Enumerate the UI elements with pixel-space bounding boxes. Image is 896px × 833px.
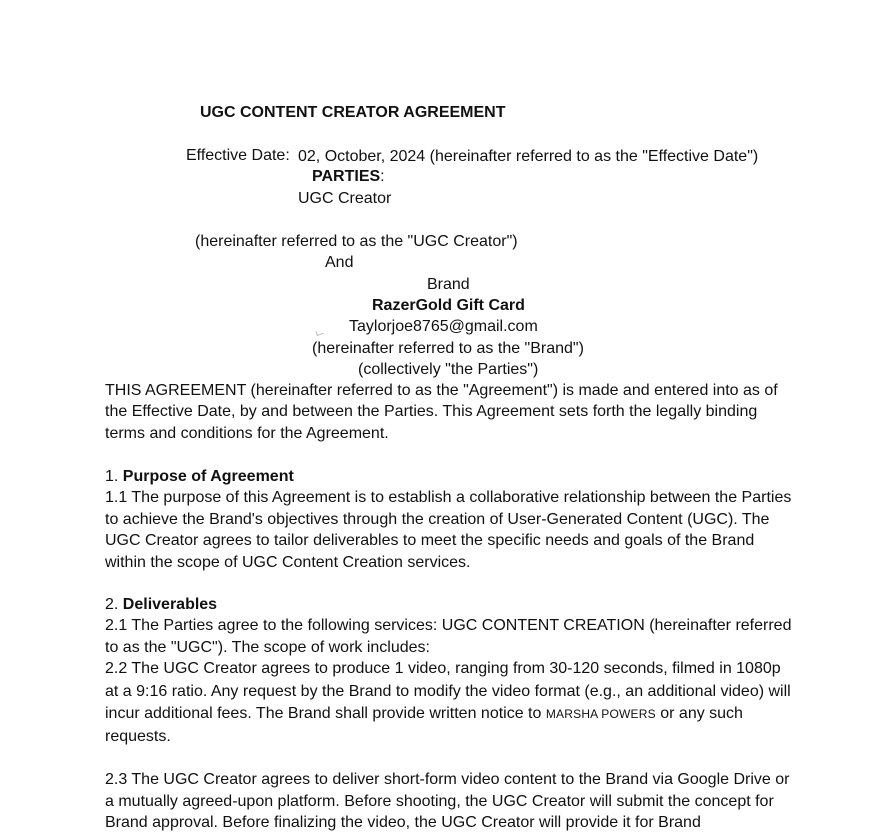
section-1-1: 1.1 The purpose of this Agreement is to establish a collaborative relationship between the Parties to achieve the Brand's objectives through the creation of User-Generated Content (UGC). The UGC Creator agrees to tailor deliverables to meet the specific needs and goals of the Brand within the scope of UGC Content Creation services.	[105, 489, 792, 571]
intro-paragraph	[105, 380, 795, 444]
brand-email: Taylorjoe8765@gmail.com	[349, 318, 538, 335]
and-text: And	[325, 254, 354, 271]
brand-label: Brand	[427, 276, 470, 293]
section-1	[105, 466, 795, 573]
section-2-number: 2.	[105, 596, 123, 613]
section-2-2-text-a: 2.2 The UGC Creator agrees to produce 1 video, ranging from 30-120 seconds, filmed in 1080p at a 9:16 ratio. Any request by the Brand to modify the video format (e.g., an additional video) will incur additional fees. The Brand shall provide written notice to	[105, 660, 791, 723]
section-1-number: 1.	[105, 468, 123, 485]
section-2-2-name: MARSHA POWERS	[545, 707, 656, 722]
brand-name: RazerGold Gift Card	[372, 297, 525, 314]
section-2-title: Deliverables	[122, 596, 218, 613]
section-1-title: Purpose of Agreement	[122, 468, 294, 485]
creator-reference: (hereinafter referred to as the "UGC Creator")	[195, 233, 518, 250]
effective-date-value: 02, October, 2024 (hereinafter referred to as the "Effective Date")	[298, 148, 759, 165]
section-2-3: 2.3 The UGC Creator agrees to deliver short-form video content to the Brand via Google Drive or a mutually agreed-upon platform. Before shooting, the UGC Creator will submit the concept for Brand approval. Before finalizing the video, the UGC Creator will provide it for Brand	[105, 771, 790, 832]
collective-reference: (collectively "the Parties")	[358, 361, 539, 378]
parties-colon: :	[380, 168, 385, 185]
section-2	[105, 594, 795, 833]
parties-heading	[312, 166, 385, 187]
cursor-mark	[315, 329, 323, 336]
section-2-2-text-b: or any such requests.	[105, 705, 743, 745]
section-2-2	[105, 658, 795, 748]
creator-label: UGC Creator	[298, 190, 392, 207]
section-1-heading	[105, 466, 795, 487]
agreement-title: UGC CONTENT CREATOR AGREEMENT	[200, 104, 506, 121]
parties-heading-text: PARTIES	[312, 168, 381, 185]
brand-reference: (hereinafter referred to as the "Brand")	[312, 340, 584, 357]
effective-date-label: Effective Date:	[186, 147, 290, 164]
section-2-heading	[105, 594, 795, 615]
section-2-1: 2.1 The Parties agree to the following services: UGC CONTENT CREATION (hereinafter referred to as the "UGC"). The scope of work includes:	[105, 617, 792, 656]
intro-text: THIS AGREEMENT (hereinafter referred to as the "Agreement") is made and entered into as of the Effective Date, by and between the Parties. This Agreement sets forth the legally binding terms and conditions for the Agreement.	[105, 382, 778, 442]
